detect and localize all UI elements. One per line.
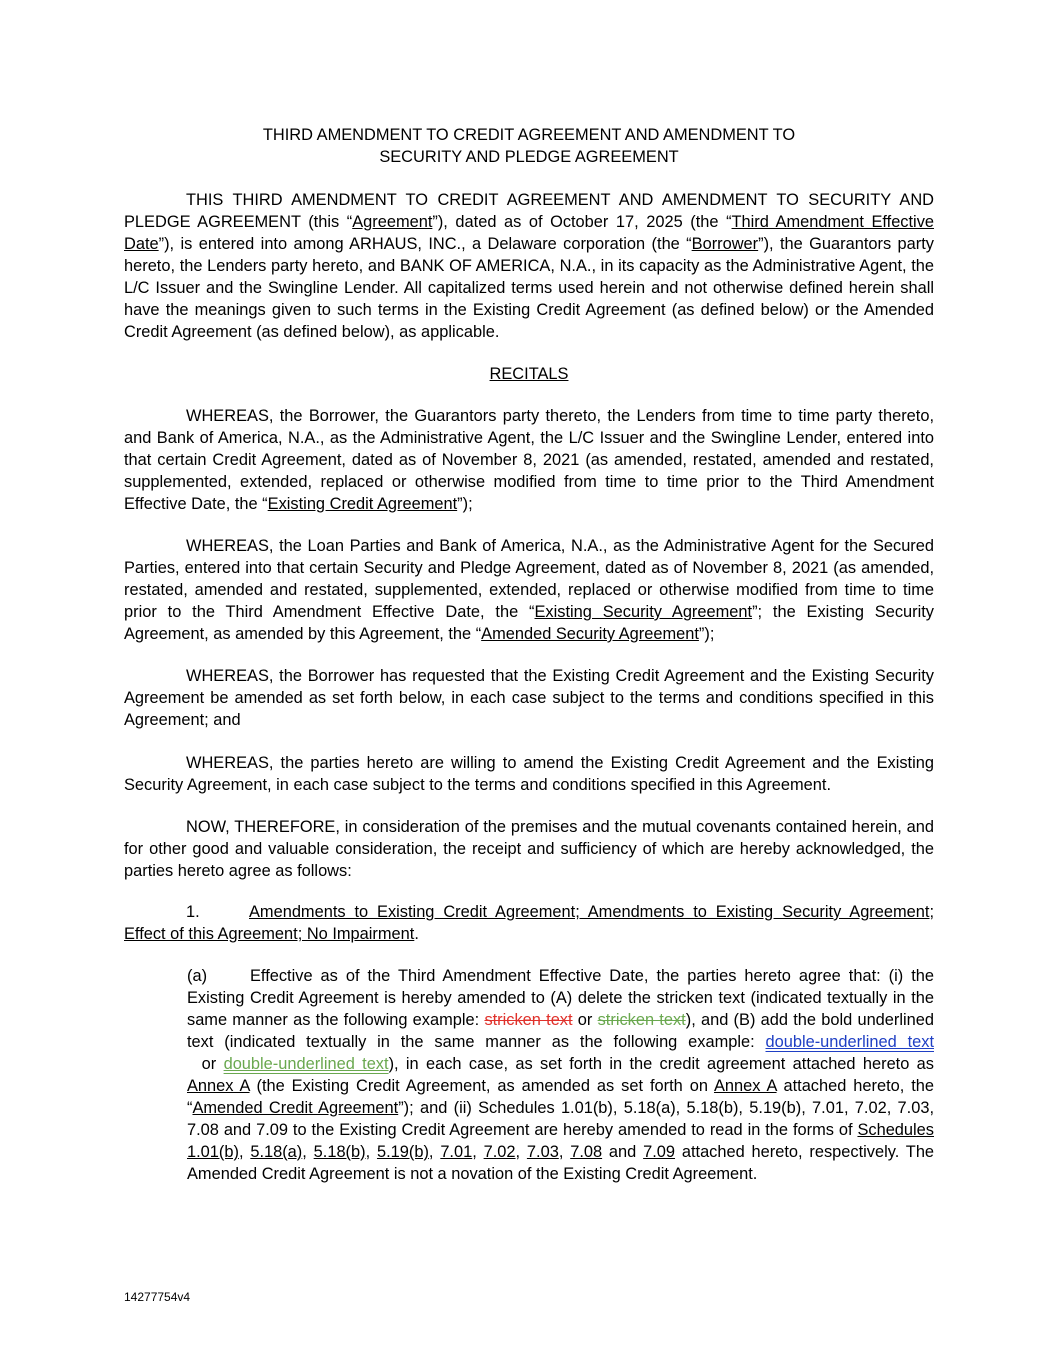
schedule-reference: 5.18(a): [250, 1143, 303, 1161]
defined-term-borrower: Borrower: [691, 235, 759, 253]
section-1-heading: 1. Amendments to Existing Credit Agreement; Amendments to Existing Security Agreement; Effect of this Agreement; No Impairment.: [124, 903, 934, 943]
schedule-reference: 5.18(b): [313, 1143, 366, 1161]
intro-text: THIS THIRD AMENDMENT TO CREDIT AGREEMENT AND AMENDMENT TO SECURITY AND PLEDGE AGREEMENT (this “: [124, 191, 934, 231]
intro-text: ”), the Guarantors party hereto, the Lenders party hereto, and BANK OF AMERICA, N.A., in its capacity as the Administrative Agent, the L/C Issuer and the Swingline Lender. All capitalized terms used herein and not otherwise defined herein shall have the meanings given to such terms in the Existing Credit Agreement (as defined below) or the Amended Credit Agreement (as defined below), as applicable.: [124, 235, 934, 341]
annex-a-reference: Annex A: [187, 1077, 250, 1095]
schedule-reference: 5.19(b): [376, 1143, 429, 1161]
double-underlined-example-green: double-underlined text: [223, 1055, 389, 1073]
schedule-reference: 7.08: [570, 1143, 603, 1161]
section-number: 1.: [186, 903, 200, 921]
schedule-reference: 7.02: [483, 1143, 516, 1161]
defined-term-existing-security-agreement: Existing Security Agreement: [534, 603, 753, 621]
defined-term-amended-credit-agreement: Amended Credit Agreement: [192, 1099, 399, 1117]
defined-term-effective-date: Third Amendment Effective Date: [124, 213, 935, 253]
double-underlined-example-blue: double-underlined text: [765, 1033, 934, 1051]
schedule-reference: 7.03: [526, 1143, 559, 1161]
whereas-paragraph-4: WHEREAS, the parties hereto are willing to amend the Existing Credit Agreement and the Existing Security Agreement, in each case subject to the terms and conditions specified in this Agreement.: [124, 754, 934, 794]
defined-term-existing-credit-agreement: Existing Credit Agreement: [267, 495, 458, 513]
subsection-a: (a) Effective as of the Third Amendment Effective Date, the parties hereto agree that: (i) the Existing Credit Agreement is hereby amended to (A) delete the stricken text (indicated textually in the same manner as the following example: stricken text or stricken text), and (B) add the bold underlined text (indicated textually in the same manner as the following example: double-underlined text or double-underlined text), in each case, as set forth in the credit agreement attached hereto as Annex A (the Existing Credit Agreement, as amended as set forth on Annex A attached hereto, the “Amended Credit Agreement”); and (ii) Schedules 1.01(b), 5.18(a), 5.18(b), 5.19(b), 7.01, 7.02, 7.03, 7.08 and 7.09 to the Existing Credit Agreement are hereby amended to read in the forms of Schedules 1.01(b), 5.18(a), 5.18(b), 5.19(b), 7.01, 7.02, 7.03, 7.08 and 7.09 attached hereto, respectively. The Amended Credit Agreement is not a novation of the Existing Credit Agreement.: [187, 965, 934, 1185]
annex-a-reference: Annex A: [713, 1077, 777, 1095]
section-title: Amendments to Existing Credit Agreement; Amendments to Existing Security Agreement; Effect of this Agreement; No Impairment: [124, 903, 934, 943]
title-line-2: SECURITY AND PLEDGE AGREEMENT: [379, 148, 679, 166]
intro-text: ”), dated as of October 17, 2025 (the “: [432, 213, 732, 231]
whereas-paragraph-1: WHEREAS, the Borrower, the Guarantors party thereto, the Lenders from time to time party thereto, and Bank of America, N.A., as the Administrative Agent, the L/C Issuer and the Swingline Lender, entered into that certain Credit Agreement, dated as of November 8, 2021 (as amended, restated, amended and restated, supplemented, extended, replaced or otherwise modified from time to time prior to the Third Amendment Effective Date, the “Existing Credit Agreement”);: [124, 407, 934, 513]
recitals-heading: RECITALS: [489, 365, 569, 383]
defined-term-amended-security-agreement: Amended Security Agreement: [481, 625, 699, 643]
stricken-text-example-red: stricken text: [484, 1011, 573, 1029]
document-title: [124, 124, 934, 168]
defined-term-agreement: Agreement: [352, 213, 433, 231]
schedule-reference: 7.09: [643, 1143, 676, 1161]
title-line-1: THIRD AMENDMENT TO CREDIT AGREEMENT AND AMENDMENT TO: [262, 126, 796, 144]
intro-text: ”), is entered into among ARHAUS, INC., a Delaware corporation (the “: [158, 235, 692, 253]
now-therefore-paragraph: NOW, THEREFORE, in consideration of the premises and the mutual covenants contained herein, and for other good and valuable consideration, the receipt and sufficiency of which are hereby acknowledged, the parties hereto agree as follows:: [124, 818, 934, 880]
schedule-reference: 7.01: [440, 1143, 473, 1161]
subsection-label: (a): [187, 967, 208, 985]
whereas-paragraph-3: WHEREAS, the Borrower has requested that the Existing Credit Agreement and the Existing Security Agreement be amended as set forth below, in each case subject to the terms and conditions specified in this Agreement; and: [124, 667, 934, 729]
whereas-paragraph-2: WHEREAS, the Loan Parties and Bank of America, N.A., as the Administrative Agent for the Secured Parties, entered into that certain Security and Pledge Agreement, dated as of November 8, 2021 (as amended, restated, amended and restated, supplemented, extended, replaced or otherwise modified from time to time prior to the Third Amendment Effective Date, the “Existing Security Agreement”; the Existing Security Agreement, as amended by this Agreement, the “Amended Security Agreement”);: [124, 537, 934, 643]
intro-paragraph: [124, 189, 934, 343]
document-id-footer: 14277754v4: [124, 1290, 191, 1304]
schedule-reference: Schedules 1.01(b): [187, 1121, 934, 1161]
stricken-text-example-green: stricken text: [597, 1011, 686, 1029]
